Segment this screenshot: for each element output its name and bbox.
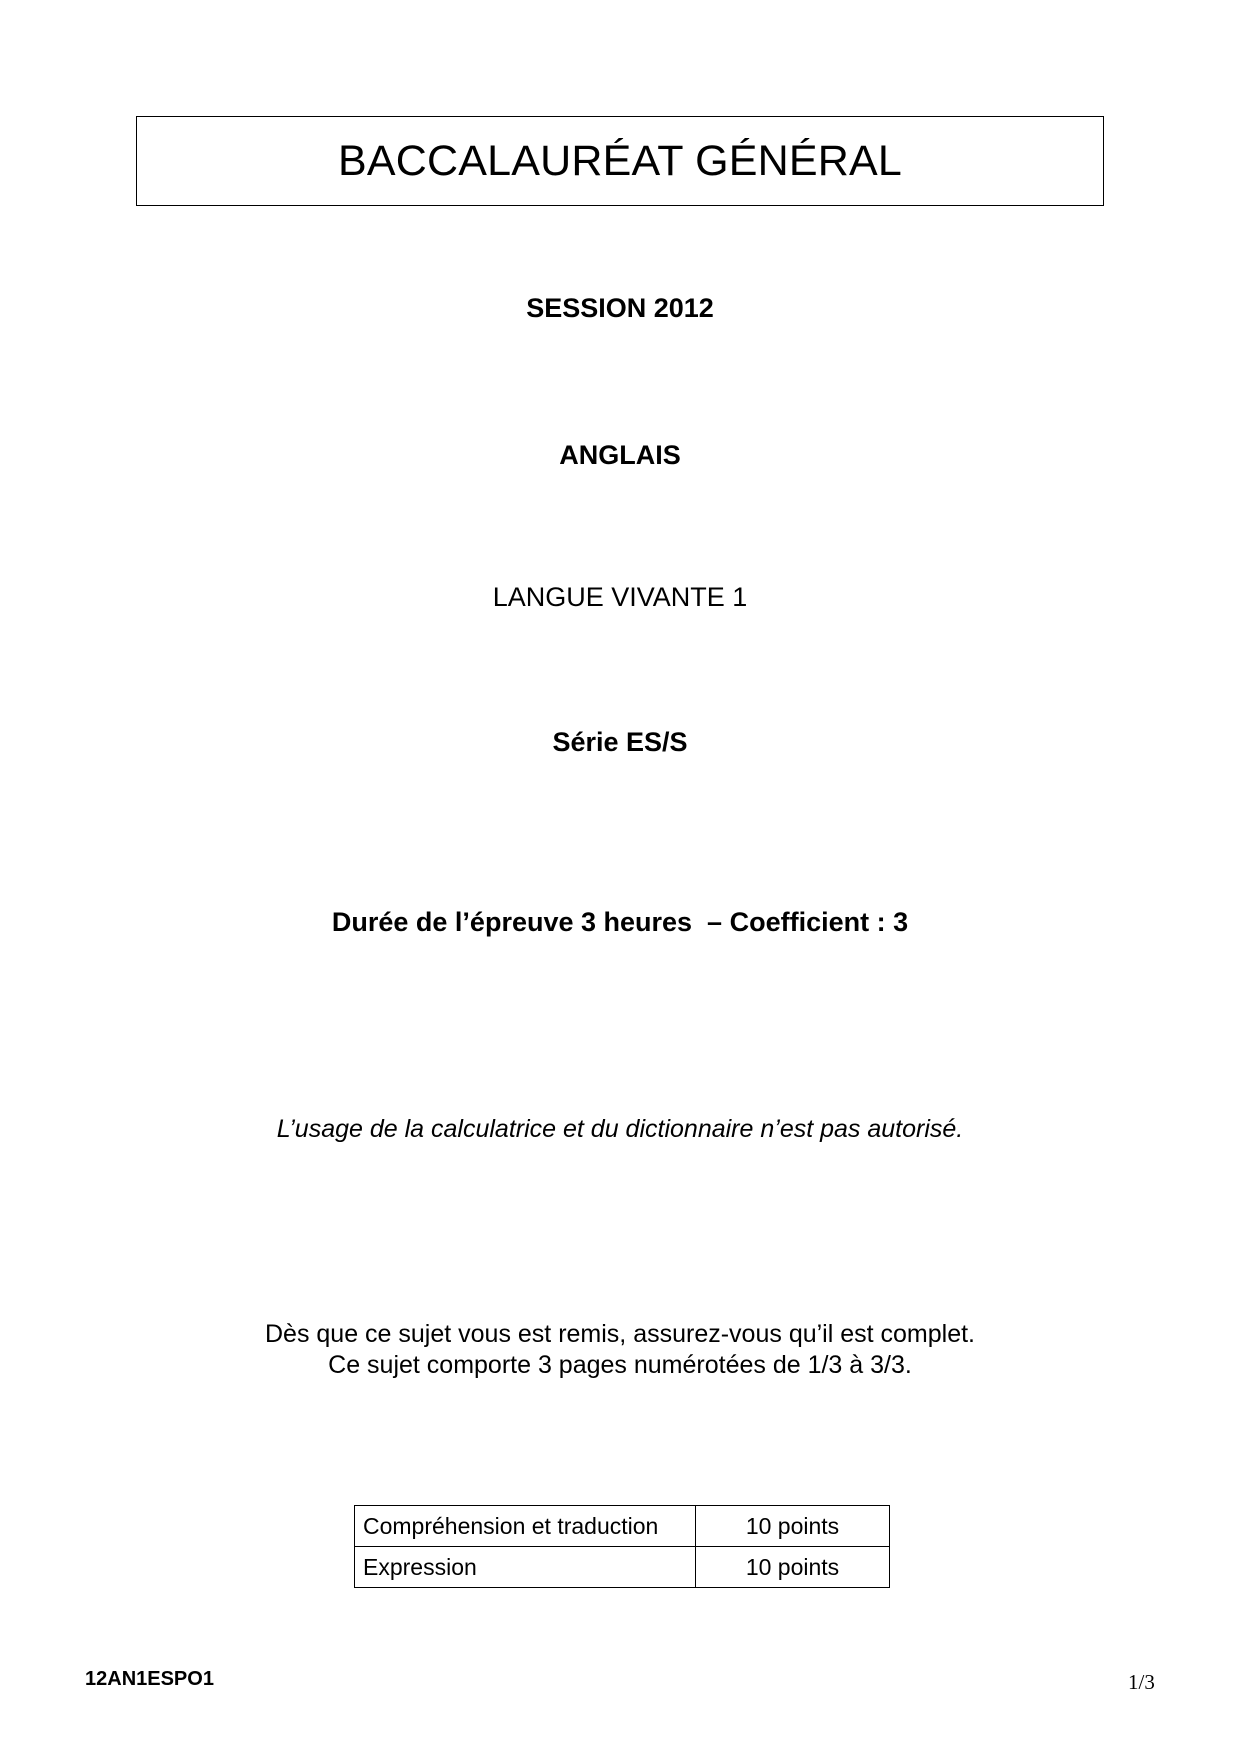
page-number: 1/3 [1128, 1670, 1155, 1694]
exam-title-box [136, 116, 1104, 206]
section-points: 10 points [696, 1506, 890, 1547]
subject-label: ANGLAIS [559, 440, 681, 470]
language-label: LANGUE VIVANTE 1 [492, 582, 748, 612]
table-row [355, 1547, 890, 1588]
usage-notice: L’usage de la calculatrice et du dictionnaire n’est pas autorisé. [276, 1115, 964, 1143]
points-table [354, 1505, 890, 1588]
section-points: 10 points [696, 1547, 890, 1588]
table-row [355, 1506, 890, 1547]
exam-code: 12AN1ESPO1 [85, 1668, 214, 1690]
session-label: SESSION 2012 [526, 293, 714, 323]
duration-coefficient: Durée de l’épreuve 3 heures – Coefficient : 3 [331, 907, 909, 937]
section-label: Expression [355, 1547, 696, 1588]
completeness-notice: Dès que ce sujet vous est remis, assurez-vous qu’il est complet. [264, 1320, 976, 1348]
series-label: Série ES/S [552, 727, 688, 757]
page-count-notice: Ce sujet comporte 3 pages numérotées de 1/3 à 3/3. [328, 1351, 912, 1379]
exam-title: BACCALAURÉAT GÉNÉRAL [338, 136, 902, 185]
section-label: Compréhension et traduction [355, 1506, 696, 1547]
